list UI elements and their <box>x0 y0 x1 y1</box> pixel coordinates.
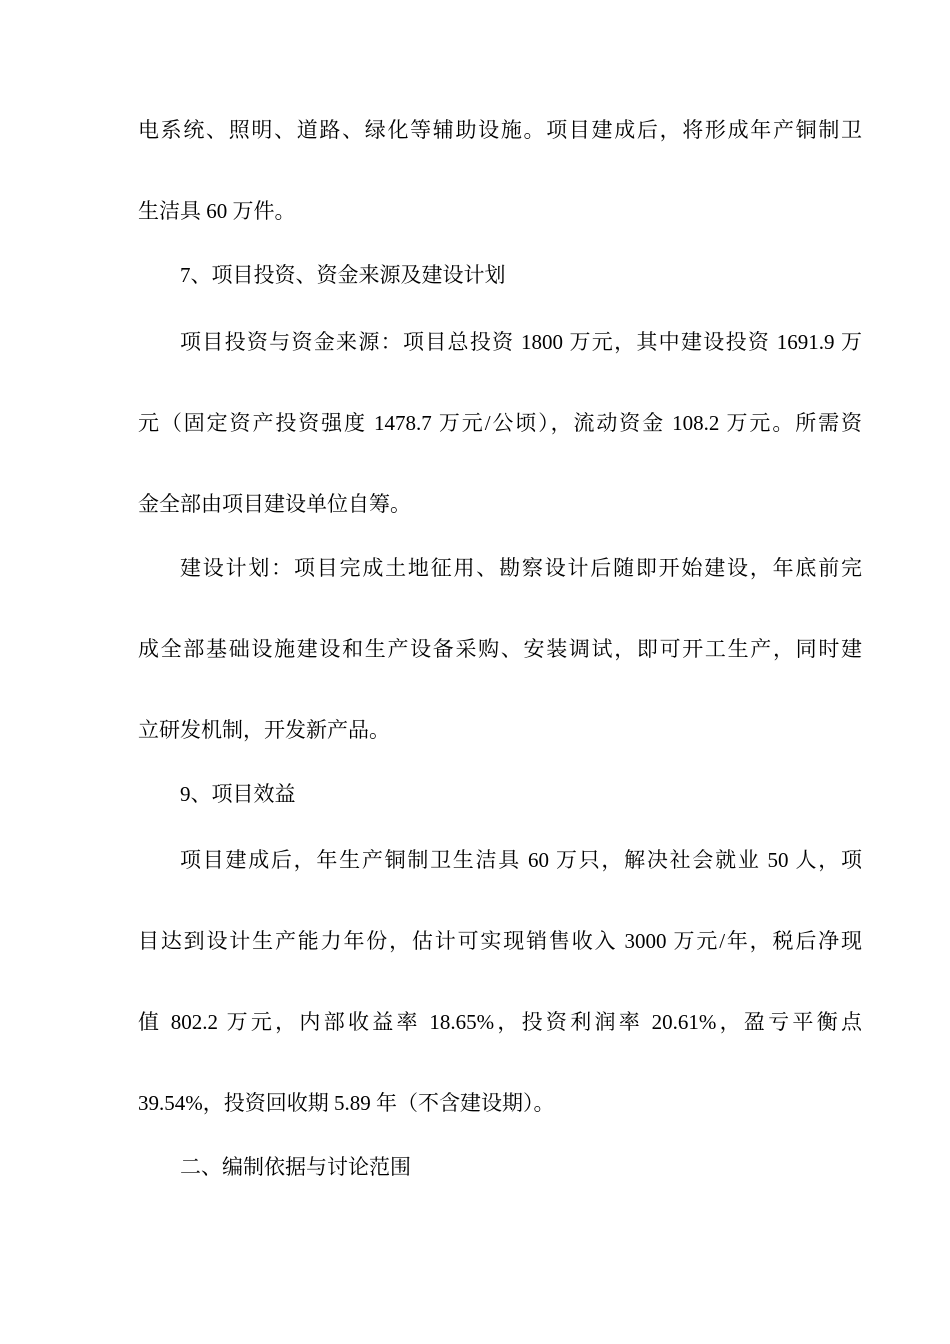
section-heading: 7、项目投资、资金来源及建设计划 <box>180 263 506 287</box>
text-line: 立研发机制，开发新产品。 <box>138 718 390 742</box>
section-heading: 9、项目效益 <box>180 782 296 806</box>
text-line: 建设计划：项目完成土地征用、勘察设计后随即开始建设，年底前完 <box>180 556 862 580</box>
text-line: 项目建成后，年生产铜制卫生洁具 60 万只，解决社会就业 50 人，项 <box>180 848 862 872</box>
text-line: 金全部由项目建设单位自筹。 <box>138 492 411 516</box>
text-line: 生洁具 60 万件。 <box>138 199 296 223</box>
text-line: 电系统、照明、道路、绿化等辅助设施。项目建成后，将形成年产铜制卫 <box>138 118 862 142</box>
text-line: 目达到设计生产能力年份，估计可实现销售收入 3000 万元/年，税后净现 <box>138 929 862 953</box>
text-line: 元（固定资产投资强度 1478.7 万元/公顷），流动资金 108.2 万元。所需资 <box>138 411 862 435</box>
text-line: 项目投资与资金来源：项目总投资 1800 万元，其中建设投资 1691.9 万 <box>180 330 862 354</box>
section-heading: 二、编制依据与讨论范围 <box>180 1155 411 1179</box>
text-line: 成全部基础设施建设和生产设备采购、安装调试，即可开工生产，同时建 <box>138 637 862 661</box>
text-line: 值 802.2 万元，内部收益率 18.65%，投资利润率 20.61%，盈亏平衡点 <box>138 1010 862 1034</box>
text-line: 39.54%，投资回收期 5.89 年（不含建设期）。 <box>138 1091 555 1115</box>
